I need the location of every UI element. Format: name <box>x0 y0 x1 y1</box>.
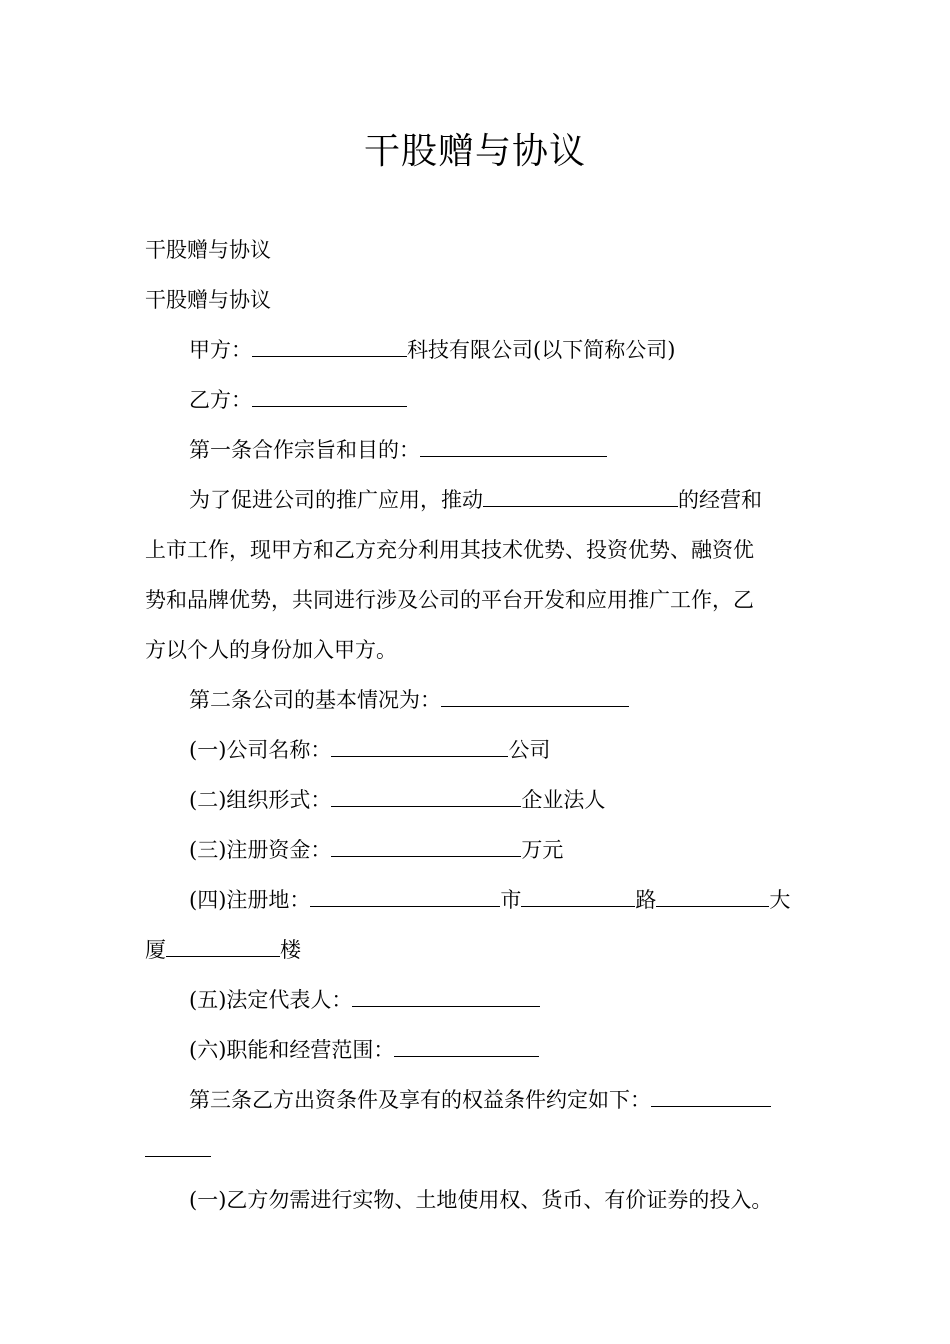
address-blank <box>521 880 635 907</box>
article-3-label: 第三条乙方出资条件及享有的权益条件约定如下： <box>189 1088 651 1112</box>
org-form-blank <box>331 780 521 807</box>
capital-blank <box>331 830 521 857</box>
org-form-label: (二)组织形式： <box>189 788 332 812</box>
party-a-suffix: 科技有限公司(以下简称公司) <box>407 338 676 362</box>
document-title: 干股赠与协议 <box>363 131 586 172</box>
article-1-blank <box>420 430 607 457</box>
scope-blank <box>394 1030 539 1057</box>
company-name-suffix: 公司 <box>508 738 551 762</box>
legal-rep-label: (五)法定代表人： <box>189 988 353 1012</box>
article-3-line-cont <box>145 1130 807 1180</box>
paragraph-line <box>145 630 807 680</box>
capital-label: (三)注册资金： <box>189 838 332 862</box>
text-line <box>145 280 807 330</box>
party-b-line <box>145 380 807 430</box>
address-line-cont <box>145 930 807 980</box>
article-2-label: 第二条公司的基本情况为： <box>189 688 441 712</box>
paragraph-text: 方以个人的身份加入甲方。 <box>145 638 397 662</box>
article-3-line <box>145 1080 807 1130</box>
scope-label: (六)职能和经营范围： <box>189 1038 395 1062</box>
paragraph-blank <box>483 480 678 507</box>
org-form-line <box>145 780 807 830</box>
company-name-blank <box>331 730 508 757</box>
text-line <box>145 230 807 280</box>
party-b-blank <box>252 380 407 407</box>
address-floor: 楼 <box>280 938 301 962</box>
paragraph-text: 上市工作，现甲方和乙方充分利用其技术优势、投资优势、融资优 <box>145 538 754 562</box>
legal-rep-blank <box>352 980 540 1007</box>
company-name-line <box>145 730 807 780</box>
paragraph-text: 的经营和 <box>678 488 762 512</box>
paragraph-line <box>145 480 807 530</box>
article-2-line <box>145 680 807 730</box>
scope-line <box>145 1030 807 1080</box>
address-city: 市 <box>500 888 522 912</box>
document-body <box>145 230 807 1230</box>
article-3-blank <box>651 1080 771 1107</box>
paragraph-line <box>145 580 807 630</box>
address-line <box>145 880 807 930</box>
article-1-label: 第一条合作宗旨和目的： <box>189 438 420 462</box>
address-blank <box>166 930 280 957</box>
subtitle-line: 干股赠与协议 <box>145 238 271 262</box>
paragraph-text: 势和品牌优势，共同进行涉及公司的平台开发和应用推广工作，乙 <box>145 588 754 612</box>
clause-line <box>145 1180 807 1230</box>
party-a-label: 甲方： <box>189 338 252 362</box>
subtitle-line: 干股赠与协议 <box>145 288 271 312</box>
capital-suffix: 万元 <box>521 838 564 862</box>
paragraph-text: 为了促进公司的推广应用，推动 <box>189 488 483 512</box>
party-b-label: 乙方： <box>189 388 252 412</box>
address-road: 路 <box>635 888 657 912</box>
capital-line <box>145 830 807 880</box>
party-a-line <box>145 330 807 380</box>
company-name-label: (一)公司名称： <box>189 738 332 762</box>
address-building: 大 <box>769 888 791 912</box>
article-3-blank <box>145 1130 211 1157</box>
paragraph-line <box>145 530 807 580</box>
clause-text: (一)乙方勿需进行实物、土地使用权、货币、有价证券的投入。 <box>189 1188 773 1212</box>
legal-rep-line <box>145 980 807 1030</box>
address-blank <box>310 880 500 907</box>
article-1-line <box>145 430 807 480</box>
article-2-blank <box>441 680 629 707</box>
address-text: 厦 <box>145 938 166 962</box>
address-label: (四)注册地： <box>189 888 311 912</box>
party-a-blank <box>252 330 407 357</box>
org-form-suffix: 企业法人 <box>521 788 606 812</box>
address-blank <box>656 880 769 907</box>
